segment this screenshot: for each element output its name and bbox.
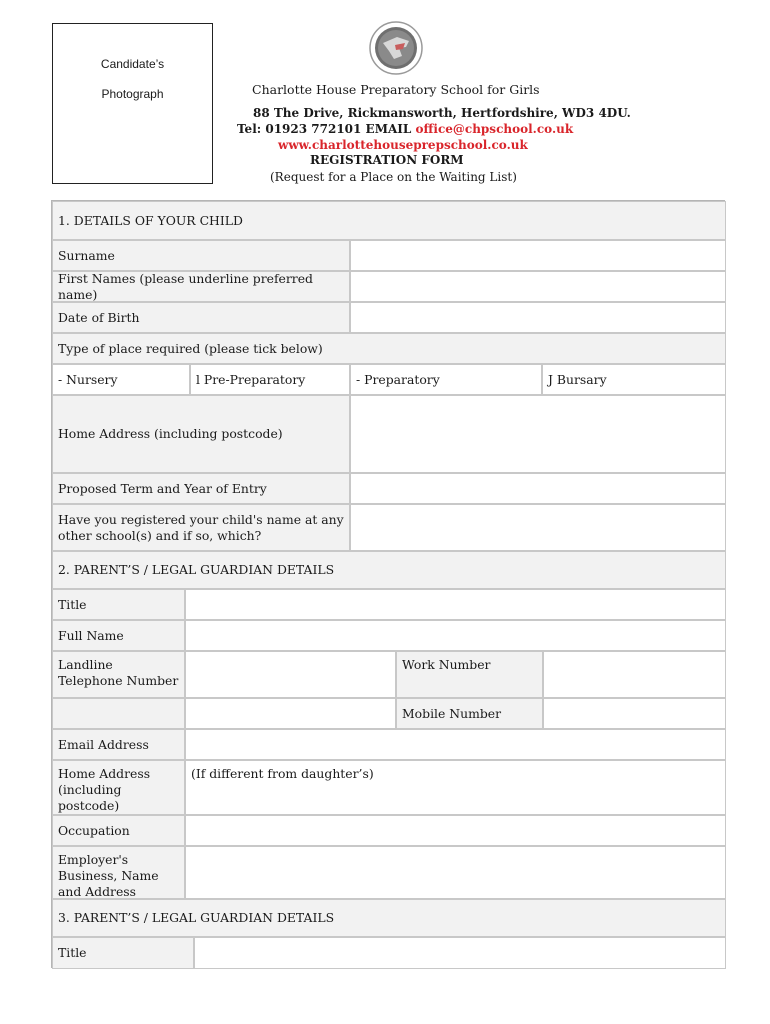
parent1-full-name-field[interactable] <box>185 620 726 651</box>
contact-line <box>237 122 573 136</box>
nursery-option[interactable]: ‐ Nursery <box>52 364 190 395</box>
photo-label-line2: Photograph <box>101 87 164 101</box>
other-schools-field[interactable] <box>350 504 726 551</box>
work-number-field[interactable] <box>543 651 726 698</box>
first-names-label: First Names (please underline preferred name) <box>52 271 350 302</box>
telephone: Tel: 01923 772101 EMAIL <box>237 122 416 136</box>
proposed-entry-field[interactable] <box>350 473 726 504</box>
section1-header: 1. DETAILS OF YOUR CHILD <box>52 201 726 240</box>
parent-home-address-field[interactable]: (If different from daughter’s) <box>185 760 726 815</box>
other-schools-label: Have you registered your child's name at any other school(s) and if so, which? <box>52 504 350 551</box>
parent-home-address-label: Home Address (including postcode) <box>52 760 185 815</box>
website-link[interactable]: www.charlottehouseprepschool.co.uk <box>278 138 528 152</box>
employer-field[interactable] <box>185 846 726 899</box>
landline-field[interactable] <box>185 651 396 698</box>
parent1-full-name-label: Full Name <box>52 620 185 651</box>
occupation-label: Occupation <box>52 815 185 846</box>
email-label: Email Address <box>52 729 185 760</box>
school-address: 88 The Drive, Rickmansworth, Hertfordshire, WD3 4DU. <box>253 106 631 120</box>
registration-form <box>51 200 725 968</box>
candidate-photo-box[interactable] <box>52 23 213 184</box>
surname-field[interactable] <box>350 240 726 271</box>
employer-label: Employer's Business, Name and Address <box>52 846 185 899</box>
mobile-number-label: Mobile Number <box>396 698 543 729</box>
parent2-title-field[interactable] <box>194 937 726 969</box>
dob-label: Date of Birth <box>52 302 350 333</box>
landline-label: Landline Telephone Number <box>52 651 185 698</box>
section2-header: 2. PARENT’S / LEGAL GUARDIAN DETAILS <box>52 551 726 589</box>
parent1-title-label: Title <box>52 589 185 620</box>
bursary-option[interactable]: J Bursary <box>542 364 726 395</box>
form-title: REGISTRATION FORM <box>310 153 464 167</box>
section3-header: 3. PARENT’S / LEGAL GUARDIAN DETAILS <box>52 899 726 937</box>
occupation-field[interactable] <box>185 815 726 846</box>
parent1-title-field[interactable] <box>185 589 726 620</box>
home-address-label: Home Address (including postcode) <box>52 395 350 473</box>
first-names-field[interactable] <box>350 271 726 302</box>
preparatory-option[interactable]: ‐ Preparatory <box>350 364 542 395</box>
form-subtitle: (Request for a Place on the Waiting List) <box>270 170 517 184</box>
home-address-field[interactable] <box>350 395 726 473</box>
pre-preparatory-option[interactable]: l Pre-Preparatory <box>190 364 350 395</box>
email-link[interactable]: office@chpschool.co.uk <box>415 122 574 136</box>
parent2-title-label: Title <box>52 937 194 969</box>
proposed-entry-label: Proposed Term and Year of Entry <box>52 473 350 504</box>
photo-label-line1: Candidate’s <box>100 57 165 71</box>
dob-field[interactable] <box>350 302 726 333</box>
landline-extra-label <box>52 698 185 729</box>
surname-label: Surname <box>52 240 350 271</box>
place-type-label: Type of place required (please tick below) <box>52 333 726 364</box>
work-number-label: Work Number <box>396 651 543 698</box>
school-crest-logo <box>369 21 423 75</box>
landline-extra-field[interactable] <box>185 698 396 729</box>
email-field[interactable] <box>185 729 726 760</box>
mobile-number-field[interactable] <box>543 698 726 729</box>
school-name: Charlotte House Preparatory School for Girls <box>252 82 540 97</box>
